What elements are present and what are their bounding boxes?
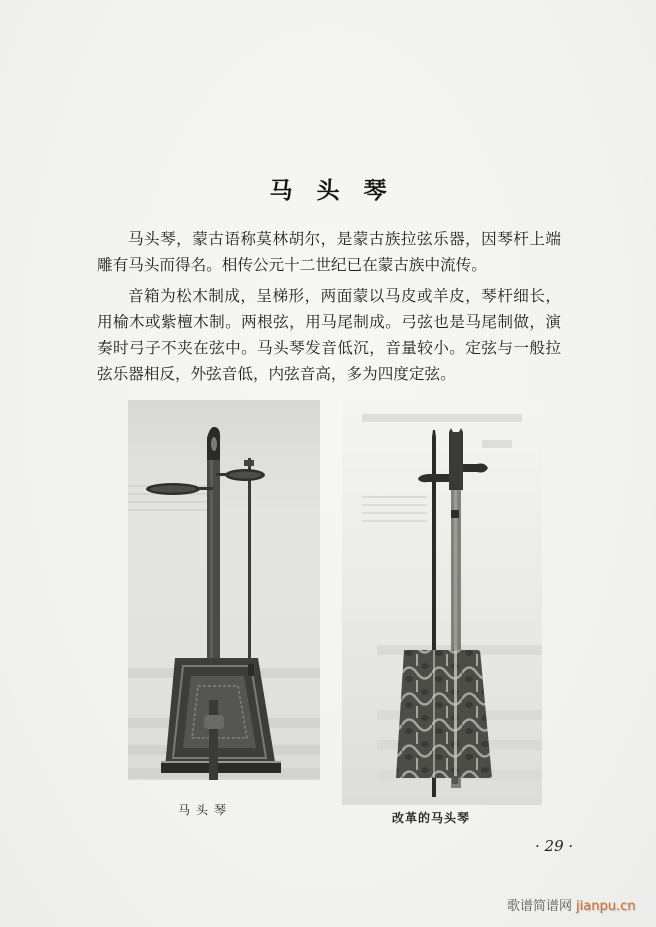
photo-traditional-morin-khuur [128, 400, 320, 780]
body-text [97, 226, 561, 392]
watermark-site-name: 歌谱简谱网 [507, 899, 573, 914]
reformed-morin-khuur-illustration [342, 400, 542, 805]
figure-caption-traditional: 马头琴 [178, 803, 233, 817]
paragraph-1: 马头琴，蒙古语称莫林胡尔，是蒙古族拉弦乐器，因琴杆上端雕有马头而得名。相传公元十二世纪已在蒙古族中流传。 [97, 230, 561, 274]
site-watermark [507, 895, 635, 914]
morin-khuur-illustration [128, 400, 320, 780]
page-title: 马头琴 [269, 178, 411, 204]
watermark-site-url: jianpu.cn [576, 899, 636, 914]
paragraph-2: 音箱为松木制成，呈梯形，两面蒙以马皮或羊皮，琴杆细长，用榆木或紫檀木制。两根弦，用马尾制成。弓弦也是马尾制做，演奏时弓子不夹在弦中。马头琴发音低沉，音量较小。定弦与一般拉弦乐器相反，外弦音低，内弦音高，多为四度定弦。 [97, 287, 561, 383]
page-number: · 29 · [535, 837, 574, 855]
figure-caption-reformed: 改革的马头琴 [392, 811, 471, 825]
photo-reformed-morin-khuur [342, 400, 542, 805]
